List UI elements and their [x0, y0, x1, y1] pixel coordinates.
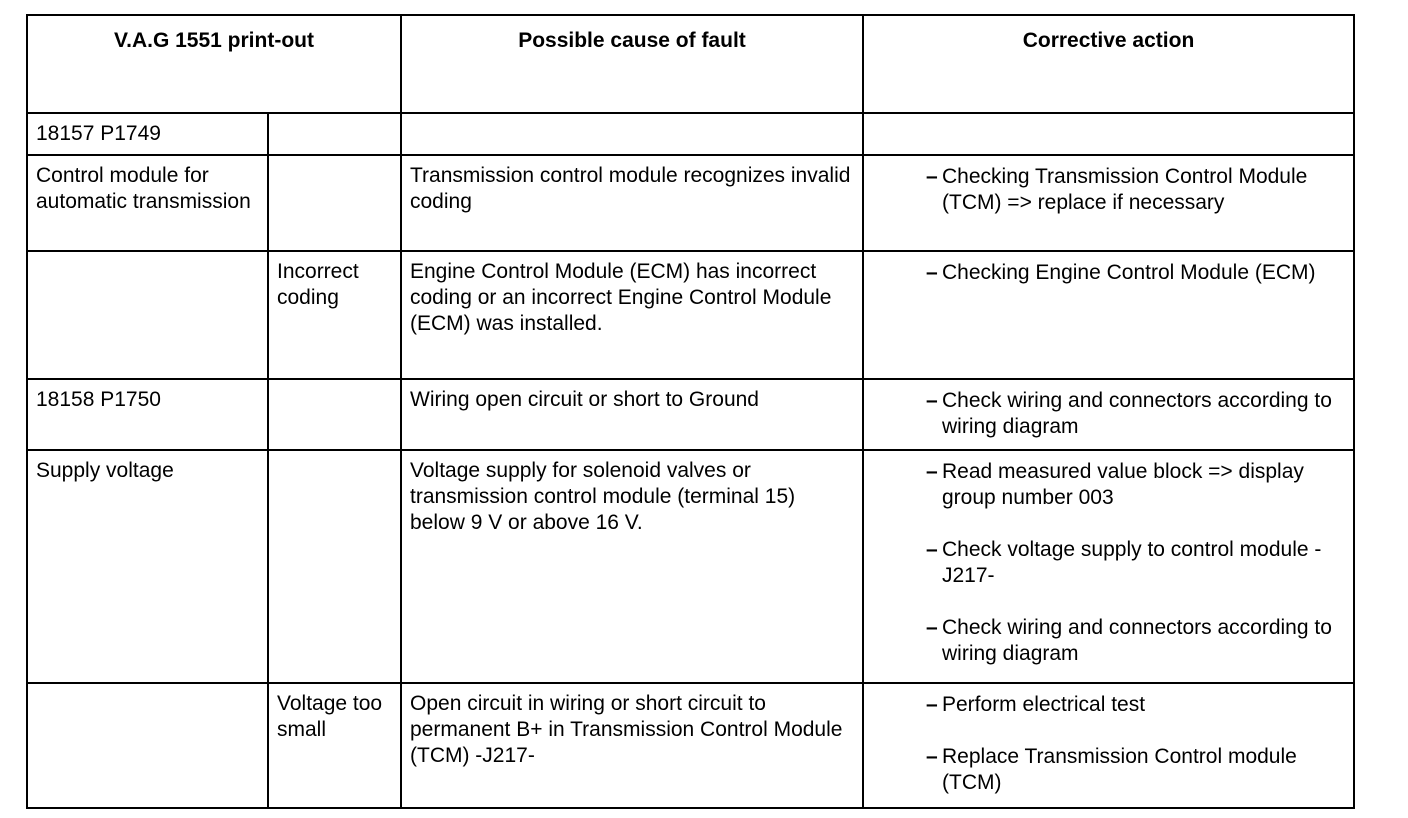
action-text: Check wiring and connectors according to wiring diagram: [942, 616, 1332, 665]
action-text: Check wiring and connectors according to wiring diagram: [942, 389, 1332, 438]
action-text: Check voltage supply to control module -J217-: [942, 538, 1322, 587]
action-cell: [863, 450, 1354, 683]
dash-bullet: –: [926, 165, 938, 188]
action-text: Checking Engine Control Module (ECM): [942, 261, 1316, 284]
code-cell: [27, 683, 268, 808]
code-cell: [27, 251, 268, 379]
action-item: [926, 692, 1345, 718]
action-item: [926, 459, 1345, 511]
action-item: [926, 744, 1345, 796]
fault-table: [26, 14, 1355, 809]
code-cell: 18157 P1749: [27, 113, 268, 155]
code-cell: 18158 P1750: [27, 379, 268, 450]
action-item: [926, 537, 1345, 589]
table-row: [27, 450, 1354, 683]
dash-bullet: –: [926, 460, 938, 483]
header-cause: Possible cause of fault: [401, 15, 863, 113]
cause-cell: Voltage supply for solenoid valves or transmission control module (terminal 15) below 9 V or above 16 V.: [401, 450, 863, 683]
dash-bullet: –: [926, 389, 938, 412]
code-cell: Control module for automatic transmission: [27, 155, 268, 251]
cause-cell: [401, 113, 863, 155]
table-row: [27, 683, 1354, 808]
action-cell: [863, 379, 1354, 450]
sub-cell: Voltage too small: [268, 683, 401, 808]
action-item: [926, 260, 1345, 286]
dash-bullet: –: [926, 538, 938, 561]
table-row: [27, 155, 1354, 251]
action-item: [926, 388, 1345, 440]
dash-bullet: –: [926, 261, 938, 284]
code-cell: Supply voltage: [27, 450, 268, 683]
table-row: [27, 113, 1354, 155]
header-printout: V.A.G 1551 print-out: [27, 15, 401, 113]
cause-cell: Engine Control Module (ECM) has incorrect coding or an incorrect Engine Control Module (ECM) was installed.: [401, 251, 863, 379]
sub-cell: [268, 113, 401, 155]
sub-cell: Incorrect coding: [268, 251, 401, 379]
action-cell: [863, 113, 1354, 155]
action-item: [926, 615, 1345, 667]
sub-cell: [268, 450, 401, 683]
sub-cell: [268, 379, 401, 450]
action-text: Read measured value block => display group number 003: [942, 460, 1304, 509]
action-text: Perform electrical test: [942, 693, 1146, 716]
cause-cell: Open circuit in wiring or short circuit to permanent B+ in Transmission Control Module (TCM) -J217-: [401, 683, 863, 808]
cause-cell: Transmission control module recognizes invalid coding: [401, 155, 863, 251]
header-row: [27, 15, 1354, 113]
sub-cell: [268, 155, 401, 251]
table-row: [27, 379, 1354, 450]
action-cell: [863, 155, 1354, 251]
action-cell: [863, 683, 1354, 808]
action-text: Replace Transmission Control module (TCM): [942, 745, 1297, 794]
dash-bullet: –: [926, 693, 938, 716]
action-cell: [863, 251, 1354, 379]
dash-bullet: –: [926, 616, 938, 639]
table-row: [27, 251, 1354, 379]
action-text: Checking Transmission Control Module (TCM) => replace if necessary: [942, 165, 1308, 214]
dash-bullet: –: [926, 745, 938, 768]
action-item: [926, 164, 1345, 216]
header-action: Corrective action: [863, 15, 1354, 113]
cause-cell: Wiring open circuit or short to Ground: [401, 379, 863, 450]
